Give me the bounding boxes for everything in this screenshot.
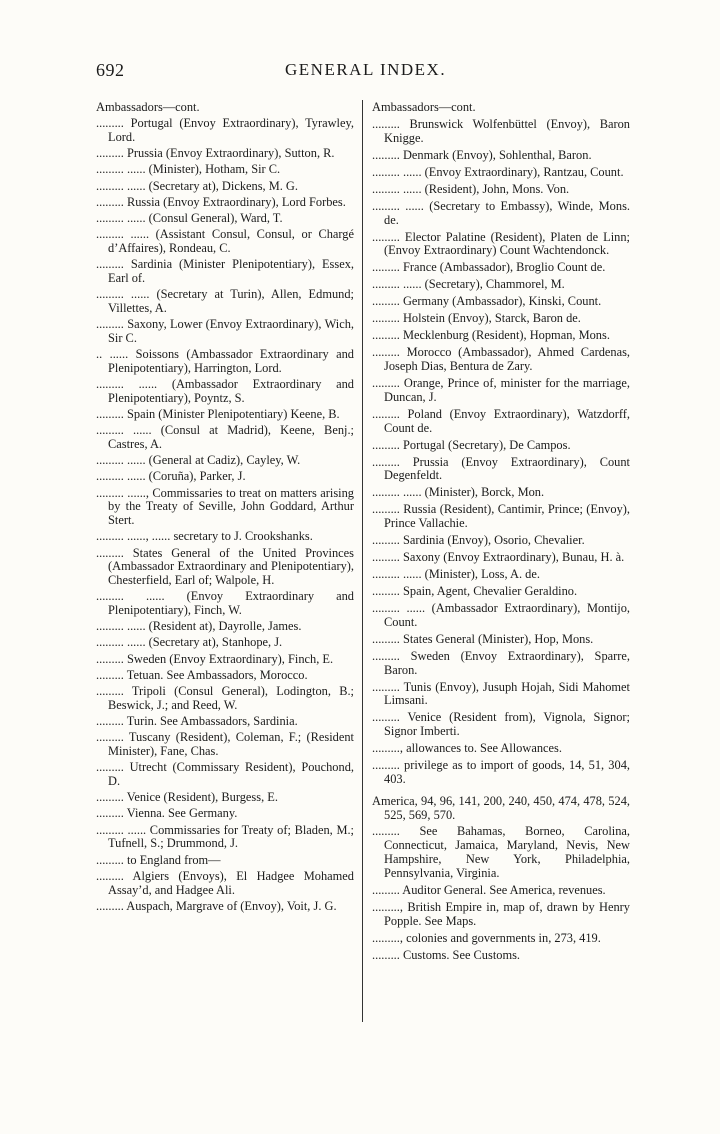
- left-column: [96, 101, 354, 916]
- index-entry: ......... Morocco (Ambassador), Ahmed Cardenas, Joseph Dias, Bentura de Zary.: [372, 345, 630, 373]
- index-entry: ......... Sweden (Envoy Extraordinary), Finch, E.: [96, 651, 334, 666]
- index-entry: ......... ...... (Envoy Extraordinary and Plenipotentiary), Finch, W.: [96, 589, 354, 618]
- index-entry: ......... Prussia (Envoy Extraordinary), Sutton, R.: [96, 146, 335, 161]
- index-entry: ......... ......, Commissaries to treat on matters arising by the Treaty of Seville, John Goddard, Arthur Stert.: [96, 485, 354, 528]
- index-entry: America, 94, 96, 141, 200, 240, 450, 474, 478, 524, 525, 569, 570.: [372, 793, 630, 822]
- index-entry: ......... ...... (Minister), Loss, A. de.: [372, 567, 540, 582]
- index-entry: ......... ...... (Secretary), Chammorel, M.: [372, 277, 565, 292]
- index-entry: ......... Russia (Resident), Cantimir, Prince; (Envoy), Prince Vallachie.: [372, 502, 630, 531]
- index-entry: ......... ......, ...... secretary to J. Crookshanks.: [96, 529, 313, 544]
- index-entry: ......... States General of the United Provinces (Ambassador Extraordinary and Plenipotentiary), Chesterfield, Earl of; Walpole, H.: [96, 545, 354, 588]
- index-entry: ......... France (Ambassador), Broglio Count de.: [372, 260, 606, 275]
- page-number: 692: [96, 60, 125, 80]
- index-entry: ........., allowances to. See Allowances.: [372, 741, 562, 756]
- index-entry: ......... Prussia (Envoy Extraordinary), Count Degenfeldt.: [372, 454, 630, 483]
- column-divider: [362, 100, 363, 1022]
- index-entry: ......... ...... Commissaries for Treaty of; Bladen, M.; Tufnell, S.; Drummond, J.: [96, 822, 354, 851]
- index-entry: ......... ...... (Consul at Madrid), Keene, Benj.; Castres, A.: [96, 423, 354, 451]
- index-entry: ......... ...... (Secretary to Embassy), Winde, Mons. de.: [372, 198, 630, 227]
- index-entry: ......... Customs. See Customs.: [372, 947, 521, 962]
- index-entry: ......... Auditor General. See America, revenues.: [372, 882, 606, 897]
- page-header: [0, 60, 720, 90]
- index-entry: ......... ...... (Ambassador Extraordinary and Plenipotentiary), Poyntz, S.: [96, 377, 354, 405]
- index-entry: ......... Sardinia (Envoy), Osorio, Chevalier.: [372, 533, 585, 548]
- index-entry: ......... Saxony, Lower (Envoy Extraordinary), Wich, Sir C.: [96, 317, 354, 345]
- index-entry: ......... Spain, Agent, Chevalier Geraldino.: [372, 584, 578, 599]
- index-entry: ......... ...... (Coruña), Parker, J.: [96, 469, 246, 484]
- index-entry: ......... Auspach, Margrave of (Envoy), Voit, J. G.: [96, 898, 337, 913]
- index-entry: ......... ...... (Secretary at), Dickens, M. G.: [96, 178, 298, 193]
- index-entry: ......... Holstein (Envoy), Starck, Baron de.: [372, 311, 581, 326]
- index-entry: ......... Vienna. See Germany.: [96, 806, 238, 821]
- index-entry: ......... ...... (Envoy Extraordinary), Rantzau, Count.: [372, 164, 624, 179]
- index-entry: ......... Saxony (Envoy Extraordinary), Bunau, H. à.: [372, 550, 625, 565]
- index-entry: ......... Utrecht (Commissary Resident), Pouchond, D.: [96, 760, 354, 788]
- index-entry: .. ...... Soissons (Ambassador Extraordinary and Plenipotentiary), Harrington, Lord.: [96, 347, 354, 375]
- index-entry: ......... ...... (Secretary at Turin), Allen, Edmund; Villettes, A.: [96, 287, 354, 315]
- index-entry: ......... Sardinia (Minister Plenipotentiary), Essex, Earl of.: [96, 257, 354, 285]
- running-title: GENERAL INDEX.: [285, 60, 447, 79]
- index-entry: ......... Mecklenburg (Resident), Hopman, Mons.: [372, 328, 610, 343]
- index-entry: ......... Tuscany (Resident), Coleman, F.; (Resident Minister), Fane, Chas.: [96, 730, 354, 759]
- index-entry: ......... ...... (Resident), John, Mons. Von.: [372, 181, 570, 196]
- index-entry: ......... Orange, Prince of, minister for the marriage, Duncan, J.: [372, 375, 630, 404]
- index-entry: ......... ...... (Minister), Borck, Mon.: [372, 485, 545, 500]
- index-entry: ......... privilege as to import of goods, 14, 51, 304, 403.: [372, 758, 630, 786]
- index-entry: ........., colonies and governments in, 273, 419.: [372, 930, 601, 945]
- index-entry: ......... Venice (Resident), Burgess, E.: [96, 790, 278, 805]
- index-entry: ......... Spain (Minister Plenipotentiary) Keene, B.: [96, 407, 340, 422]
- index-entry: ......... Tunis (Envoy), Jusuph Hojah, Sidi Mahomet Limsani.: [372, 679, 630, 708]
- index-entry: ......... ...... (Minister), Hotham, Sir C.: [96, 162, 281, 177]
- index-entry: ......... Germany (Ambassador), Kinski, Count.: [372, 294, 602, 309]
- index-entry: ......... Turin. See Ambassadors, Sardinia.: [96, 714, 298, 729]
- index-entry: ......... Portugal (Envoy Extraordinary), Tyrawley, Lord.: [96, 116, 354, 144]
- index-entry: ......... States General (Minister), Hop, Mons.: [372, 631, 594, 646]
- index-entry: ......... ...... (Consul General), Ward, T.: [96, 210, 283, 225]
- index-entry: ......... ...... (Assistant Consul, Consul, or Chargé d’Affaires), Rondeau, C.: [96, 227, 354, 255]
- index-entry: ......... Portugal (Secretary), De Campos.: [372, 437, 571, 452]
- index-entry: ......... Sweden (Envoy Extraordinary), Sparre, Baron.: [372, 648, 630, 677]
- index-entry: ......... Tetuan. See Ambassadors, Morocco.: [96, 667, 308, 682]
- index-entry: ......... Algiers (Envoys), El Hadgee Mohamed Assay’d, and Hadgee Ali.: [96, 868, 354, 897]
- index-entry: ......... Denmark (Envoy), Sohlenthal, Baron.: [372, 147, 592, 162]
- index-entry: ......... ...... (Resident at), Dayrolle, James.: [96, 619, 302, 634]
- index-entry: ......... Elector Palatine (Resident), Platen de Linn; (Envoy Extraordinary) Count Wachtendonck.: [372, 229, 630, 258]
- index-entry: ......... Venice (Resident from), Vignola, Signor; Signor Imberti.: [372, 710, 630, 739]
- index-entry: ......... Brunswick Wolfenbüttel (Envoy), Baron Knigge.: [372, 116, 630, 145]
- index-entry: ......... ...... (Secretary at), Stanhope, J.: [96, 635, 283, 650]
- index-entry: ......... Tripoli (Consul General), Lodington, B.; Beswick, J.; and Reed, W.: [96, 684, 354, 712]
- index-entry: ......... ...... (Ambassador Extraordinary), Montijo, Count.: [372, 601, 630, 629]
- section-heading: Ambassadors—cont.: [96, 100, 200, 114]
- right-column: [372, 101, 630, 966]
- index-entry: ......... to England from—: [96, 852, 221, 867]
- index-entry: ......... Poland (Envoy Extraordinary), Watzdorff, Count de.: [372, 406, 630, 435]
- index-entry: ......... See Bahamas, Borneo, Carolina, Connecticut, Jamaica, Maryland, Nevis, New Hampshire, New York, Philadelphia, Pennsylvania, Virginia.: [372, 824, 630, 880]
- section-heading: Ambassadors—cont.: [372, 100, 476, 114]
- index-entry: ......... ...... (General at Cadiz), Cayley, W.: [96, 453, 301, 468]
- index-entry: ........., British Empire in, map of, drawn by Henry Popple. See Maps.: [372, 899, 630, 928]
- index-entry: ......... Russia (Envoy Extraordinary), Lord Forbes.: [96, 194, 346, 209]
